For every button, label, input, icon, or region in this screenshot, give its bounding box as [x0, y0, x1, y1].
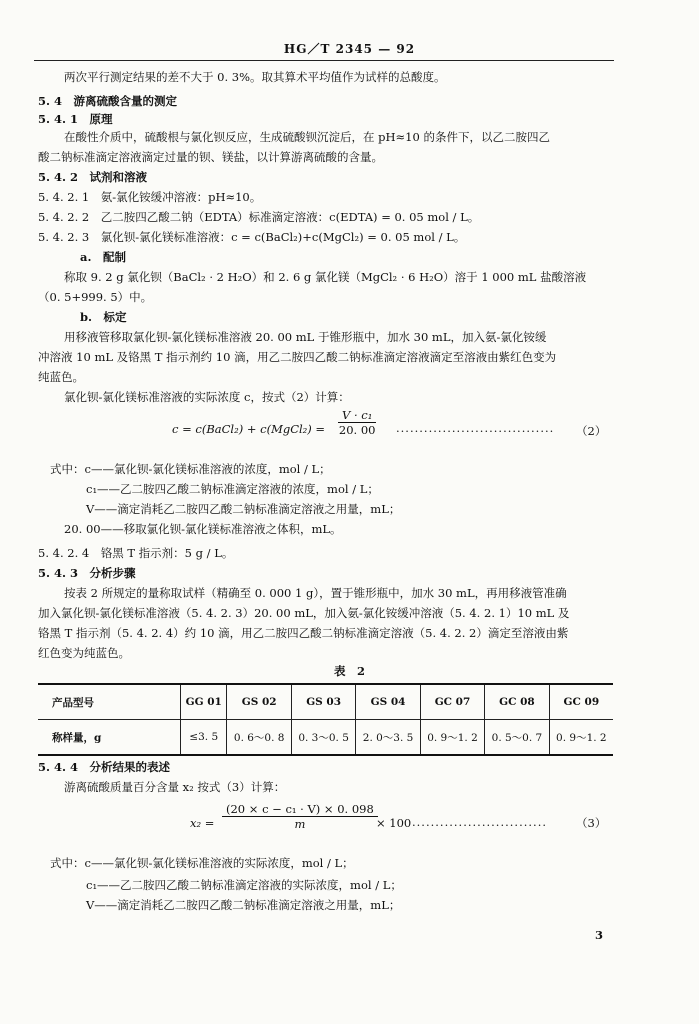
fraction-denominator: 20. 00 — [338, 423, 376, 437]
fraction-numerator: (20 × c − c₁ · V) × 0. 098 — [222, 802, 378, 817]
table-cell: 0. 5～0. 7 — [485, 720, 549, 756]
equation-fraction — [222, 802, 378, 831]
table-header-row — [38, 684, 613, 720]
equation-label: （2） — [576, 424, 607, 438]
equation-lhs: c = c(BaCl₂) + c(MgCl₂) = — [172, 422, 326, 436]
section-heading: 5. 4. 1 原理 — [38, 112, 113, 126]
table-header-cell: GC 09 — [549, 684, 613, 720]
leader-dots: ·································· — [396, 424, 555, 438]
table-row — [38, 720, 613, 756]
sample-mass-table — [38, 683, 613, 756]
paragraph-line: 红色变为纯蓝色。 — [38, 646, 130, 660]
paragraph-line: 冲溶液 10 mL 及铬黑 T 指示剂约 10 滴，用乙二胺四乙酸二钠标准滴定溶液滴定至溶液由紫红色变为 — [38, 350, 557, 364]
paragraph-line: 用移液管移取氯化钡-氯化镁标准溶液 20. 00 mL 于锥形瓶中，加水 30 mL，加入氨-氯化铵缓 — [64, 330, 547, 344]
table-cell: 0. 9～1. 2 — [420, 720, 484, 756]
paragraph-line: 铬黑 T 指示剂（5. 4. 2. 4）约 10 滴，用乙二胺四乙酸二钠标准滴定溶液（5. 4. 2. 2）滴定至溶液由紫 — [38, 626, 569, 640]
equation-lhs: x₂ = — [190, 816, 215, 830]
paragraph-line: 在酸性介质中，硫酸根与氯化钡反应，生成硫酸钡沉淀后，在 pH≈10 的条件下，以乙二胺四乙 — [64, 130, 550, 144]
where-line: c₁——乙二胺四乙酸二钠标准滴定溶液的实际浓度，mol / L； — [86, 878, 402, 892]
table-cell: ≤3. 5 — [181, 720, 227, 756]
table-cell: 2. 0～3. 5 — [356, 720, 420, 756]
clause-line: 5. 4. 2. 3 氯化钡-氯化镁标准溶液：c = c(BaCl₂)+c(MgCl₂) = 0. 05 mol / L。 — [38, 230, 466, 244]
where-line: 20. 00——移取氯化钡-氯化镁标准溶液之体积，mL。 — [64, 522, 342, 536]
clause-line: 5. 4. 2. 4 铬黑 T 指示剂：5 g / L。 — [38, 546, 234, 560]
table-header-cell: GS 03 — [291, 684, 355, 720]
table-header-cell: GG 01 — [181, 684, 227, 720]
table-cell: 0. 9～1. 2 — [549, 720, 613, 756]
paragraph-line: 称取 9. 2 g 氯化钡（BaCl₂ · 2 H₂O）和 2. 6 g 氯化镁（MgCl₂ · 6 H₂O）溶于 1 000 mL 盐酸溶液 — [64, 270, 587, 284]
equation-label: （3） — [576, 816, 607, 830]
paragraph-line: 游离硫酸质量百分含量 x₂ 按式（3）计算： — [64, 780, 286, 794]
where-line: c₁——乙二胺四乙酸二钠标准滴定溶液的浓度，mol / L； — [86, 482, 379, 496]
paragraph-line: 氯化钡-氯化镁标准溶液的实际浓度 c，按式（2）计算： — [64, 390, 350, 404]
where-line: V——滴定消耗乙二胺四乙酸二钠标准滴定溶液之用量，mL； — [86, 502, 401, 516]
table-cell: 0. 6～0. 8 — [227, 720, 291, 756]
paragraph-line: （0. 5+999. 5）中。 — [38, 290, 153, 304]
table-header-cell: GS 04 — [356, 684, 420, 720]
paragraph-line: 加入氯化钡-氯化镁标准溶液（5. 4. 2. 3）20. 00 mL，加入氨-氯化铵缓冲溶液（5. 4. 2. 1）10 mL 及 — [38, 606, 570, 620]
where-line: V——滴定消耗乙二胺四乙酸二钠标准滴定溶液之用量，mL； — [86, 898, 401, 912]
table-caption: 表 2 — [333, 664, 365, 678]
section-heading: 5. 4 游离硫酸含量的测定 — [38, 94, 178, 108]
table-header-cell: GC 07 — [420, 684, 484, 720]
equation-fraction — [338, 408, 376, 437]
section-heading: 5. 4. 4 分析结果的表述 — [38, 760, 171, 774]
where-line: 式中：c——氯化钡-氯化镁标准溶液的浓度，mol / L； — [50, 462, 331, 476]
fraction-denominator: m — [294, 817, 306, 831]
table-header-cell: 产品型号 — [38, 684, 181, 720]
paragraph-line: 纯蓝色。 — [38, 370, 84, 384]
where-line: 式中：c——氯化钡-氯化镁标准溶液的实际浓度，mol / L； — [50, 856, 354, 870]
clause-line: 5. 4. 2. 2 乙二胺四乙酸二钠（EDTA）标准滴定溶液：c(EDTA) = 0. 05 mol / L。 — [38, 210, 480, 224]
table-cell: 称样量，g — [38, 720, 181, 756]
page-header: HG／T 2345 — 92 — [283, 42, 416, 56]
equation-multiplier: × 100 — [376, 816, 412, 830]
sub-heading: a. 配制 — [80, 250, 126, 264]
paragraph-line: 按表 2 所规定的量称取试样（精确至 0. 000 1 g），置于锥形瓶中，加水 30 mL，再用移液管准确 — [64, 586, 567, 600]
section-heading: 5. 4. 2 试剂和溶液 — [38, 170, 148, 184]
section-heading: 5. 4. 3 分析步骤 — [38, 566, 136, 580]
page-number: 3 — [594, 928, 603, 942]
fraction-numerator: V · c₁ — [338, 408, 376, 423]
header-rule — [34, 60, 614, 61]
table-header-cell: GC 08 — [485, 684, 549, 720]
leader-dots: ····························· — [412, 818, 548, 832]
paragraph-line: 两次平行测定结果的差不大于 0. 3%。取其算术平均值作为试样的总酸度。 — [64, 70, 446, 84]
sub-heading: b. 标定 — [80, 310, 127, 324]
table-header-cell: GS 02 — [227, 684, 291, 720]
table-cell: 0. 3～0. 5 — [291, 720, 355, 756]
paragraph-line: 酸二钠标准滴定溶液滴定过量的钡、镁盐，以计算游离硫酸的含量。 — [38, 150, 383, 164]
clause-line: 5. 4. 2. 1 氨-氯化铵缓冲溶液：pH≈10。 — [38, 190, 262, 204]
